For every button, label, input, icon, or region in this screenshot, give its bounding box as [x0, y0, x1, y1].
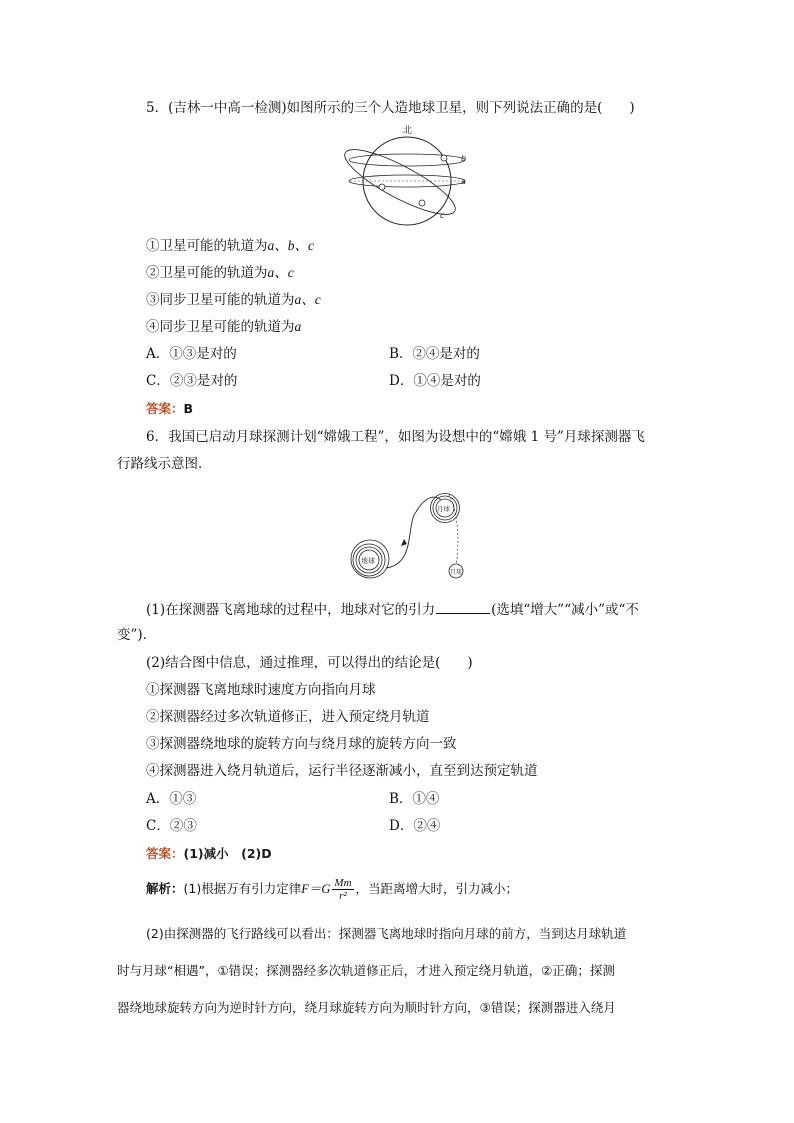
q6-stem-line2: 行路线示意图． [117, 456, 212, 472]
q6-option-a: A．①③ [146, 791, 197, 807]
q6-statement-2: ②探测器经过多次轨道修正，进入预定绕月轨道 [146, 709, 430, 725]
satellite-b [441, 155, 447, 161]
q6-statement-1: ①探测器飞离地球时速度方向指向月球 [146, 682, 376, 698]
q5-statement-4: ④同步卫星可能的轨道为a [146, 319, 302, 335]
path-arrow [401, 539, 407, 546]
q5-satellite-figure [340, 122, 480, 230]
q6-stem-line1: 6．我国已启动月球探测计划“嫦娥工程”，如图为设想中的“嫦娥 1 号”月球探测器飞 [146, 429, 645, 445]
q5-option-c: C．②③是对的 [146, 373, 238, 389]
q5-stem: 5．(吉林一中高一检测)如图所示的三个人造地球卫星，则下列说法正确的是( ) [146, 100, 635, 116]
north-label: 北 [403, 126, 413, 136]
q6-option-c: C．②③ [146, 818, 197, 834]
satellite-c [419, 200, 425, 206]
q5-option-a: A．①③是对的 [146, 346, 237, 362]
q5-statement-1: ①卫星可能的轨道为a、b、c [146, 238, 314, 254]
q6-option-d: D．②④ [389, 818, 441, 834]
q5-option-b: B．②④是对的 [389, 346, 480, 362]
orbit-b [349, 154, 465, 166]
q6-sub2: (2)结合图中信息，通过推理，可以得出的结论是( ) [146, 655, 473, 671]
q6-analysis-1: 解析：(1)根据万有引力定律F＝G $\frac{Mm}{\text{r²}}$ ，当距离增大时，引力减小； [146, 877, 519, 902]
q6-sub1-line1: (1)在探测器飞离地球的过程中，地球对它的引力 (选填“增大”“减小”或“不 [146, 602, 639, 618]
q6-statement-4: ④探测器进入绕月轨道后，运行半径逐渐减小，直至到达预定轨道 [146, 763, 538, 779]
q6-sub1-line2: 变”)． [117, 627, 157, 643]
q6-statement-3: ③探测器绕地球的旋转方向与绕月球的旋转方向一致 [146, 736, 457, 752]
q6-answer: 答案：(1)减小 (2)D [146, 846, 272, 861]
moon-orbit-label: 月球 [437, 505, 450, 513]
answer-blank[interactable] [436, 600, 490, 614]
q5-statement-2: ②卫星可能的轨道为a、c [146, 265, 294, 281]
q5-statement-3: ③同步卫星可能的轨道为a、c [146, 292, 321, 308]
q5-option-d: D．①④是对的 [389, 373, 481, 389]
satellite-a [379, 184, 385, 190]
label-b: b [461, 154, 467, 163]
q6-analysis-2-line2: 时与月球“相遇”，①错误；探测器经多次轨道修正后，才进入预定绕月轨道，②正确；探测 [117, 963, 615, 978]
label-c: c [440, 211, 445, 220]
formula-fraction: $\frac{Mm}{\text{r²}}$ [334, 877, 352, 902]
moon-label: 月球 [450, 569, 463, 576]
q6-analysis-2-line1: (2)由探测器的飞行路线可以看出：探测器飞离地球时指向月球的前方，当到达月球轨道 [146, 926, 627, 941]
q5-answer: 答案：B [146, 401, 194, 416]
q6-option-b: B．①④ [389, 791, 440, 807]
label-a: a [461, 177, 466, 186]
earth-label: 地球 [361, 557, 375, 565]
q6-analysis-2-line3: 器绕地球旋转方向为逆时针方向，绕月球旋转方向为顺时针方向，③错误；探测器进入绕月 [117, 1000, 616, 1015]
q6-trajectory-figure [346, 484, 476, 584]
